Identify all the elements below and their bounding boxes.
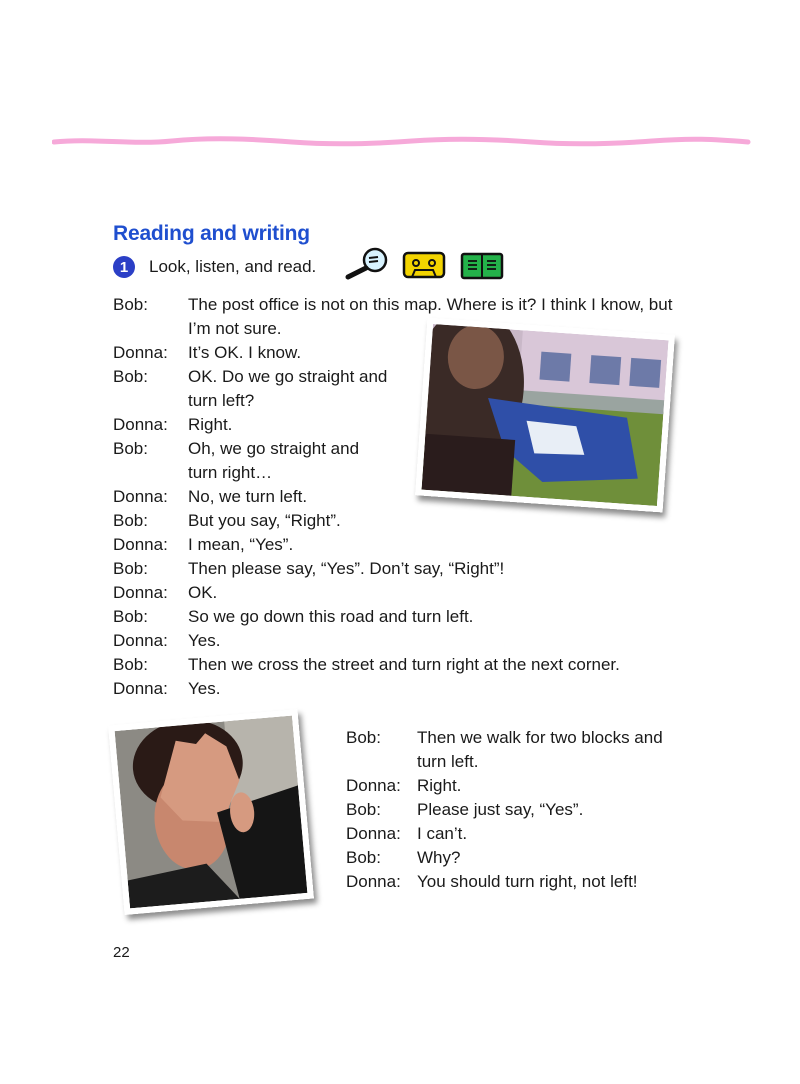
section-title: Reading and writing [113,222,310,245]
dialogue-text: Then we cross the street and turn right at the next corner. [188,655,620,674]
dialogue-line [113,341,713,365]
dialogue-text: Then please say, “Yes”. Don’t say, “Right”! [188,559,505,578]
dialogue-text: I can’t. [417,824,468,843]
speaker-label: Bob: [113,439,148,458]
dialogue-line [346,726,726,750]
dialogue-block-2 [346,726,726,894]
dialogue-line [113,677,713,701]
dialogue-line [113,509,713,533]
dialogue-line [113,293,713,317]
speaker-label: Donna: [113,583,168,602]
dialogue-line [346,822,726,846]
speaker-label: Bob: [113,295,148,314]
speaker-label: Donna: [346,824,401,843]
dialogue-continuation [113,317,713,341]
open-book-icon [460,252,504,280]
dialogue-text: OK. [188,583,218,602]
dialogue-text: You should turn right, not left! [417,872,638,891]
dialogue-block-1 [113,293,713,701]
dialogue-line [346,870,726,894]
dialogue-line [113,653,713,677]
dialogue-text: turn right… [188,463,273,482]
page-number: 22 [113,944,130,961]
pink-divider [52,135,752,149]
dialogue-continuation [113,461,713,485]
speaker-label: Donna: [113,487,168,506]
dialogue-line [113,365,713,389]
dialogue-line [113,557,713,581]
speaker-label: Bob: [113,607,148,626]
dialogue-text: Yes. [188,679,221,698]
dialogue-line [113,581,713,605]
dialogue-text: So we go down this road and turn left. [188,607,474,626]
dialogue-continuation [346,750,726,774]
speaker-label: Donna: [113,679,168,698]
speaker-label: Donna: [346,872,401,891]
dialogue-continuation [113,389,713,413]
speaker-label: Bob: [346,800,381,819]
dialogue-text: Right. [188,415,233,434]
photo-frustrated-woman [108,709,314,915]
speaker-label: Donna: [113,415,168,434]
speaker-label: Bob: [113,367,148,386]
instruction-text: Look, listen, and read. [149,257,317,276]
dialogue-text: turn left. [417,752,479,771]
speaker-label: Donna: [113,535,168,554]
speaker-label: Donna: [346,776,401,795]
speaker-label: Bob: [113,655,148,674]
speaker-label: Bob: [346,728,381,747]
exercise-instruction [113,252,316,282]
dialogue-line [113,605,713,629]
dialogue-text: Please just say, “Yes”. [417,800,584,819]
dialogue-text: But you say, “Right”. [188,511,341,530]
dialogue-text: No, we turn left. [188,487,308,506]
dialogue-text: Yes. [188,631,221,650]
dialogue-text: Why? [417,848,461,867]
cassette-icon [402,251,446,279]
dialogue-line [346,846,726,870]
speaker-label: Donna: [113,631,168,650]
speaker-label: Bob: [113,511,148,530]
dialogue-text: OK. Do we go straight and [188,367,388,386]
dialogue-text: The post office is not on this map. Where is it? I think I know, but [188,295,673,314]
dialogue-line [346,798,726,822]
dialogue-line [113,437,713,461]
dialogue-text: turn left? [188,391,255,410]
dialogue-text: I’m not sure. [188,319,282,338]
speaker-label: Bob: [113,559,148,578]
dialogue-text: It’s OK. I know. [188,343,302,362]
dialogue-line [113,533,713,557]
dialogue-text: I mean, “Yes”. [188,535,294,554]
speaker-label: Donna: [113,343,168,362]
dialogue-line [113,485,713,509]
magnifier-icon [344,246,392,280]
dialogue-line [113,413,713,437]
dialogue-text: Oh, we go straight and [188,439,360,458]
dialogue-line [346,774,726,798]
dialogue-text: Then we walk for two blocks and [417,728,663,747]
dialogue-line [113,629,713,653]
dialogue-text: Right. [417,776,462,795]
exercise-number-badge: 1 [113,256,135,278]
speaker-label: Bob: [346,848,381,867]
